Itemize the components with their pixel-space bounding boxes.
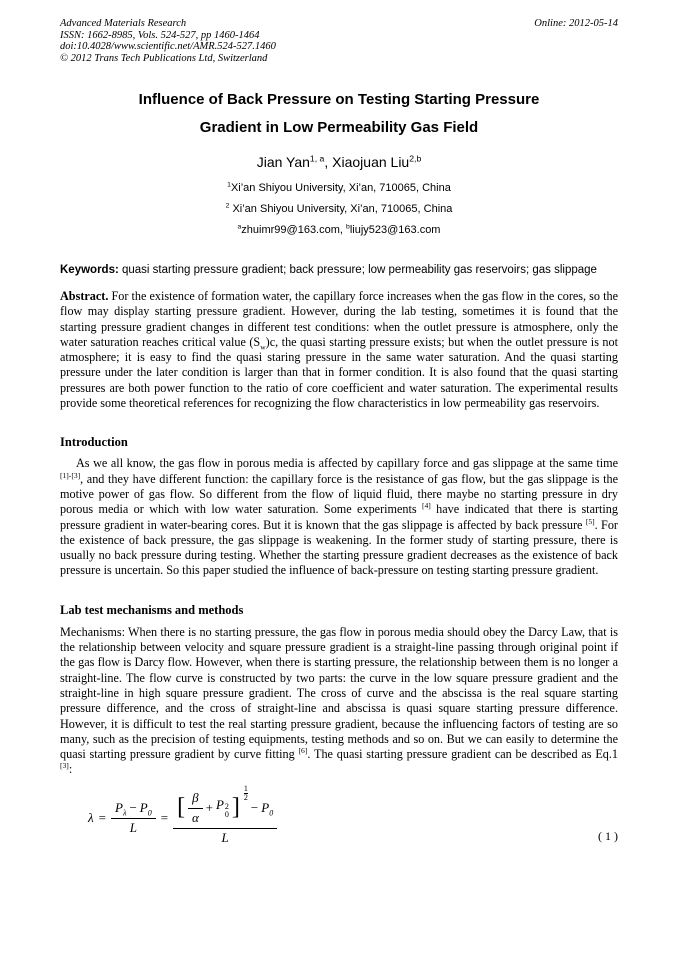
mechanisms-paragraph: Mechanisms: When there is no starting pressure, the gas flow in porous media should obey the Darcy Law, that is the relationship between velocity and square pressure gradient is a straight-line passing through original point if the gas flow is Darcy flow. However, when there is starting pressure, the relationship between them is no longer a straight-line. The flow curve is constructed by two parts: the curve in the low square pressure gradient and the straight-line in high square pressure gradient. The cross of curve and the abscissa is the real square starting pressure difference, and the cross of straight-line and abscissa is quasi square starting pressure difference. However, it is difficult to test the real starting pressure gradient, because the influencing factors of testing are so many, such as the precision of testing equipments, testing methods and so on. But we can easily to determine the quasi starting pressure gradient by curve fitting [6]. The quasi starting pressure gradient can be described as Eq.1 [3]:: [60, 624, 618, 777]
copyright-line: © 2012 Trans Tech Publications Ltd, Switzerland: [60, 52, 268, 64]
eq-P-zero-2: $P_0$: [261, 799, 274, 818]
paper-title-line2: Gradient in Low Permeability Gas Field: [199, 119, 479, 136]
eq-beta: β: [192, 789, 199, 805]
eq-fraction-1-numerator: [111, 800, 156, 818]
keywords-block: [60, 263, 618, 277]
issn-line: ISSN: 1662-8985, Vols. 524-527, pp 1460-1464: [60, 29, 260, 41]
introduction-paragraph: As we all know, the gas flow in porous media is affected by capillary force and gas slippage at the same time [1]-[3], and they have different function: the capillary force is the resistance of gas flow, but the gas slippage is the motive power of gas flow. So different from the flow of liquid fluid, there maybe no starting pressure in dry porous media or which with low water saturation. Some experiments [4] have indicated that there is starting pressure gradient in water-bearing cores. But it is known that the gas slippage is affected by back pressure [5]. For the existence of back pressure, the gas slippage is weakening. In the former study of starting pressure, there is usually no back pressure during testing. Whether the starting pressure gradient decreases as the existence of back pressure is uncertain. So this paper studied the influence of back-pressure on testing starting pressure gradient.: [60, 456, 618, 578]
section-heading-introduction: Introduction: [60, 435, 128, 450]
eq-minus-2: −: [250, 799, 259, 815]
eq-plus: +: [205, 799, 213, 815]
section-heading-lab-test: Lab test mechanisms and methods: [60, 602, 244, 617]
eq-exponent-half: $\frac{1}{2}$: [243, 783, 248, 803]
keywords-text: quasi starting pressure gradient; back pressure; low permeability gas reservoirs; gas slippage: [118, 264, 597, 276]
eq-left-bracket: [: [177, 793, 186, 820]
author-list: Jian Yan$^{1, a}$, Xiaojuan Liu$^{2,b}$: [256, 153, 422, 170]
author-emails: $^a$zhuimr99@163.com, $^b$liujy523@163.com: [237, 223, 441, 236]
eq-beta-alpha-fraction: [188, 790, 202, 826]
equation-1: [88, 783, 277, 846]
eq-equals-1: =: [98, 809, 106, 825]
paper-title-line1: Influence of Back Pressure on Testing Starting Pressure: [138, 91, 540, 108]
eq-minus-1: −: [129, 799, 137, 815]
abstract-paragraph: Abstract. For the existence of formation water, the capillary force increases when the gas flow in the cores, so the flow may display starting pressure gradient. However, during the lab testing, sometimes it is found that the starting pressure gradient changes in different test conditions: when the outlet pressure is atmosphere, only the water saturation reaches critical value $(S_w)c$, the quasi starting pressure exists; but when the outlet pressure is not atmosphere; it is easy to find the quasi staring pressure in the same water saturation. And the quasi starting pressure under the later condition is larger than that in former condition. It is also found that the quasi starting pressures are both power function to the ratio of core coefficient and water saturation. The experimental results provide some theoretical references for recognizing the flow characteristics in low permeability gas reservoirs.: [60, 289, 619, 411]
eq-right-bracket: ]: [231, 793, 240, 820]
eq-lambda: λ: [88, 809, 94, 825]
paper-title: [60, 86, 618, 142]
journal-header: [60, 18, 618, 64]
online-date: Online: 2012-05-14: [534, 18, 618, 29]
affiliation-2: $^2$ Xi’an Shiyou University, Xi’an, 710065, China: [225, 202, 453, 215]
eq-equals-2: =: [160, 809, 169, 825]
affiliation-1: $^1$Xi’an Shiyou University, Xi’an, 710065, China: [227, 181, 451, 194]
eq-fraction-1-denominator: L: [111, 818, 156, 836]
journal-header-left: [60, 18, 276, 64]
doi-line: doi:10.4028/www.scientific.net/AMR.524-527.1460: [60, 41, 276, 52]
equation-1-row: [88, 783, 618, 846]
eq-alpha: α: [188, 808, 202, 826]
eq-fraction-2: [173, 783, 277, 846]
keywords-label: Keywords:: [60, 264, 119, 276]
equation-number: ( 1 ): [598, 828, 618, 843]
eq-fraction-1: [111, 800, 156, 836]
eq-P-zero-squared: P 2 0: [215, 796, 229, 819]
journal-name: Advanced Materials Research: [60, 18, 187, 29]
eq-P-zero-1: $P_0$: [139, 799, 152, 818]
eq-fraction-2-denominator: L: [173, 828, 277, 846]
eq-P-lambda: $P_\lambda$: [114, 799, 127, 818]
eq-fraction-2-numerator: [173, 783, 277, 828]
